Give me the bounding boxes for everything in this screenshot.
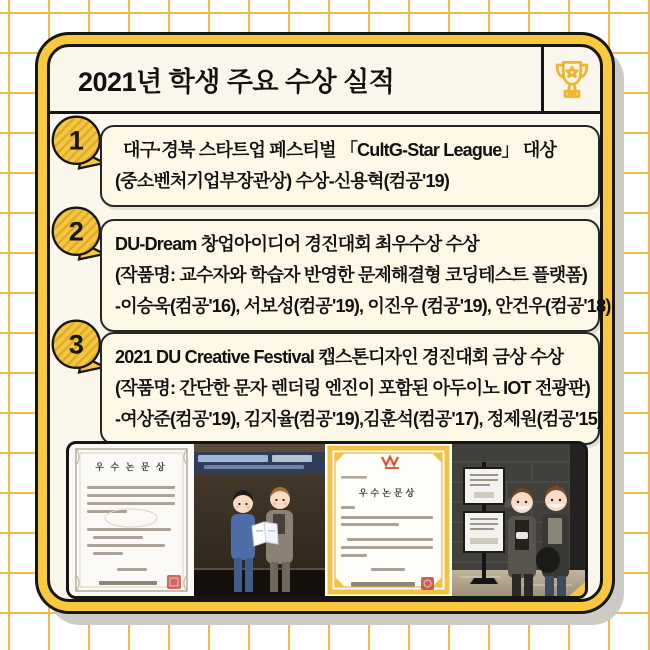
award-text-line: (작품명: 교수자와 학습자 반영한 문제해결형 코딩테스트 플랫폼) [115,265,588,285]
trophy-icon [551,55,593,103]
trophy-cell [541,47,600,111]
award-3-number: 3 [68,328,84,360]
awards-card [47,44,611,602]
certificate-photo-1 [69,444,194,596]
card-header [50,47,600,114]
award-text-line: -이승욱(컴공'16), 서보성(컴공'19), 이진우 (컴공'19), 안건우(컴공'18) [115,296,611,316]
award-item-1 [100,125,600,207]
award-item-2 [100,219,611,332]
award-item-3 [100,332,603,445]
certificate-title: 우수논문상 [358,488,418,498]
winners-photo [452,444,585,596]
award-text-line: (중소벤처기업부장관상) 수상-신용혁(컴공'19) [115,171,450,191]
award-text-line: 대구·경북 스타트업 페스티벌 「CultG-Star League」 대상 [123,140,557,160]
certificate-folder [252,522,278,546]
award-text-line: DU-Dream 창업아이디어 경진대회 최우수상 수상 [115,234,479,254]
red-seal [421,577,434,590]
photo-strip [66,441,588,599]
event-banner [194,452,325,474]
award-2-number: 2 [68,215,84,247]
award-1-number: 1 [68,124,84,156]
award-text-line: 2021 DU Creative Festival 캡스톤디자인 경진대회 금상 수상 [115,347,564,367]
award-text-line: -여상준(컴공'19), 김지율(컴공'19),김훈석(컴공'17), 정제원(컴공'15) [115,409,603,429]
page-title: 2021년 학생 주요 수상 실적 [78,66,395,97]
certificate-photo-2 [325,444,452,596]
award-ceremony-photo [194,444,325,596]
certificate-title: 우 수 논 문 상 [95,462,167,472]
red-seal [167,575,181,589]
award-text-line: (작품명: 간단한 문자 렌더링 엔진이 포함된 아두이노 IOT 전광판) [115,378,590,398]
